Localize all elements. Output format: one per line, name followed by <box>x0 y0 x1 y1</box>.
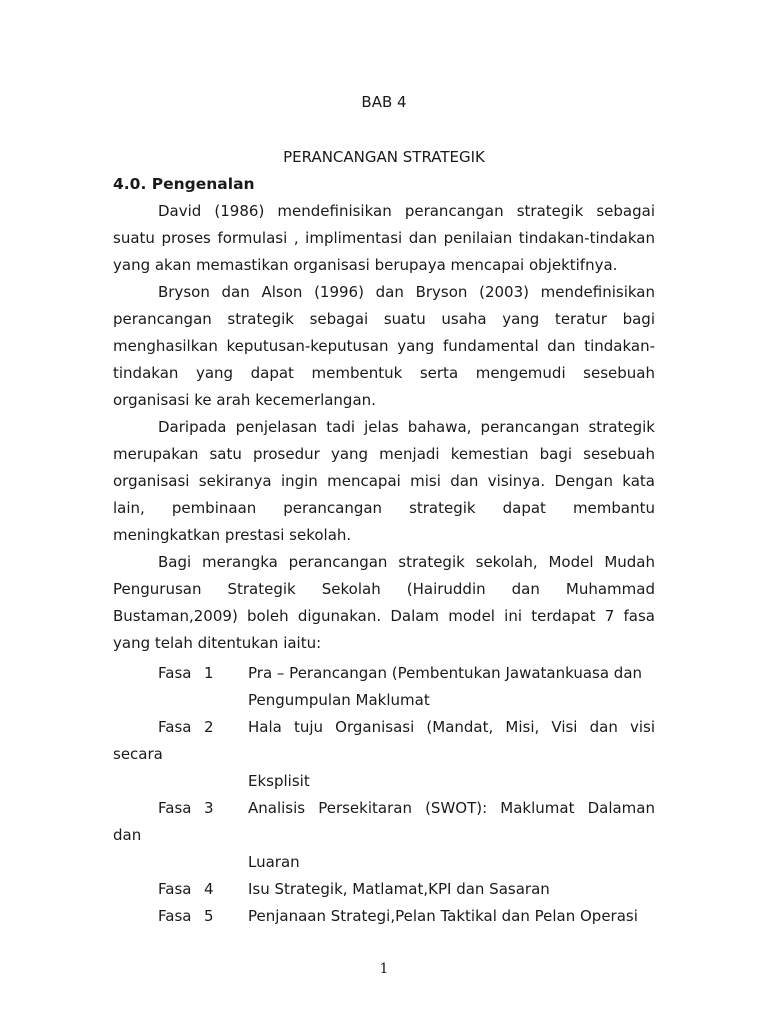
phase-number: 5 <box>204 907 214 925</box>
paragraph-4: Bagi merangka perancangan strategik sekolah, Model Mudah Pengurusan Strategik Sekolah (Hairuddin dan Muhammad Bustaman,2009) boleh digunakan. Dalam model ini terdapat 7 fasa yang telah ditentukan iaitu: <box>113 553 655 652</box>
phase-label: Fasa <box>158 718 192 736</box>
phase-number: 1 <box>204 664 214 682</box>
phase-label: Fasa <box>158 880 192 898</box>
phase-description-wrap: dan <box>113 826 142 844</box>
chapter-title: PERANCANGAN STRATEGIK <box>283 148 485 166</box>
phase-description: Analisis Persekitaran (SWOT): Maklumat Dalaman <box>248 799 655 817</box>
phase-description: Isu Strategik, Matlamat,KPI dan Sasaran <box>248 880 550 898</box>
chapter-label: BAB 4 <box>361 93 407 111</box>
phase-description-wrap: secara <box>113 745 163 763</box>
paragraph-1: David (1986) mendefinisikan perancangan strategik sebagai suatu proses formulasi , implimentasi dan penilaian tindakan-tindakan yang akan memastikan organisasi berupaya mencapai objektifnya. <box>113 202 655 274</box>
phase-description-continued: Luaran <box>248 853 300 871</box>
phase-description: Pra – Perancangan (Pembentukan Jawatankuasa dan <box>248 664 643 682</box>
phase-label: Fasa <box>158 664 192 682</box>
phase-label: Fasa <box>158 907 192 925</box>
phase-label: Fasa <box>158 799 192 817</box>
phase-description: Penjanaan Strategi,Pelan Taktikal dan Pelan Operasi <box>248 907 638 925</box>
phase-number: 2 <box>204 718 214 736</box>
phase-description-continued: Pengumpulan Maklumat <box>248 691 430 709</box>
phase-description-continued: Eksplisit <box>248 772 310 790</box>
section-heading: 4.0. Pengenalan <box>113 175 255 193</box>
phase-number: 3 <box>204 799 214 817</box>
paragraph-2: Bryson dan Alson (1996) dan Bryson (2003) mendefinisikan perancangan strategik sebagai suatu usaha yang teratur bagi menghasilkan keputusan-keputusan yang fundamental dan tindakan-tindakan yang dapat membentuk serta mengemudi sesebuah organisasi ke arah kecemerlangan. <box>113 283 655 409</box>
phase-number: 4 <box>204 880 214 898</box>
phase-description: Hala tuju Organisasi (Mandat, Misi, Visi dan visi <box>248 718 655 736</box>
paragraph-3: Daripada penjelasan tadi jelas bahawa, perancangan strategik merupakan satu prosedur yang menjadi kemestian bagi sesebuah organisasi sekiranya ingin mencapai misi dan visinya. Dengan kata lain, pembinaan perancangan strategik dapat membantu meningkatkan prestasi sekolah. <box>113 418 655 544</box>
page-number: 1 <box>379 961 389 977</box>
